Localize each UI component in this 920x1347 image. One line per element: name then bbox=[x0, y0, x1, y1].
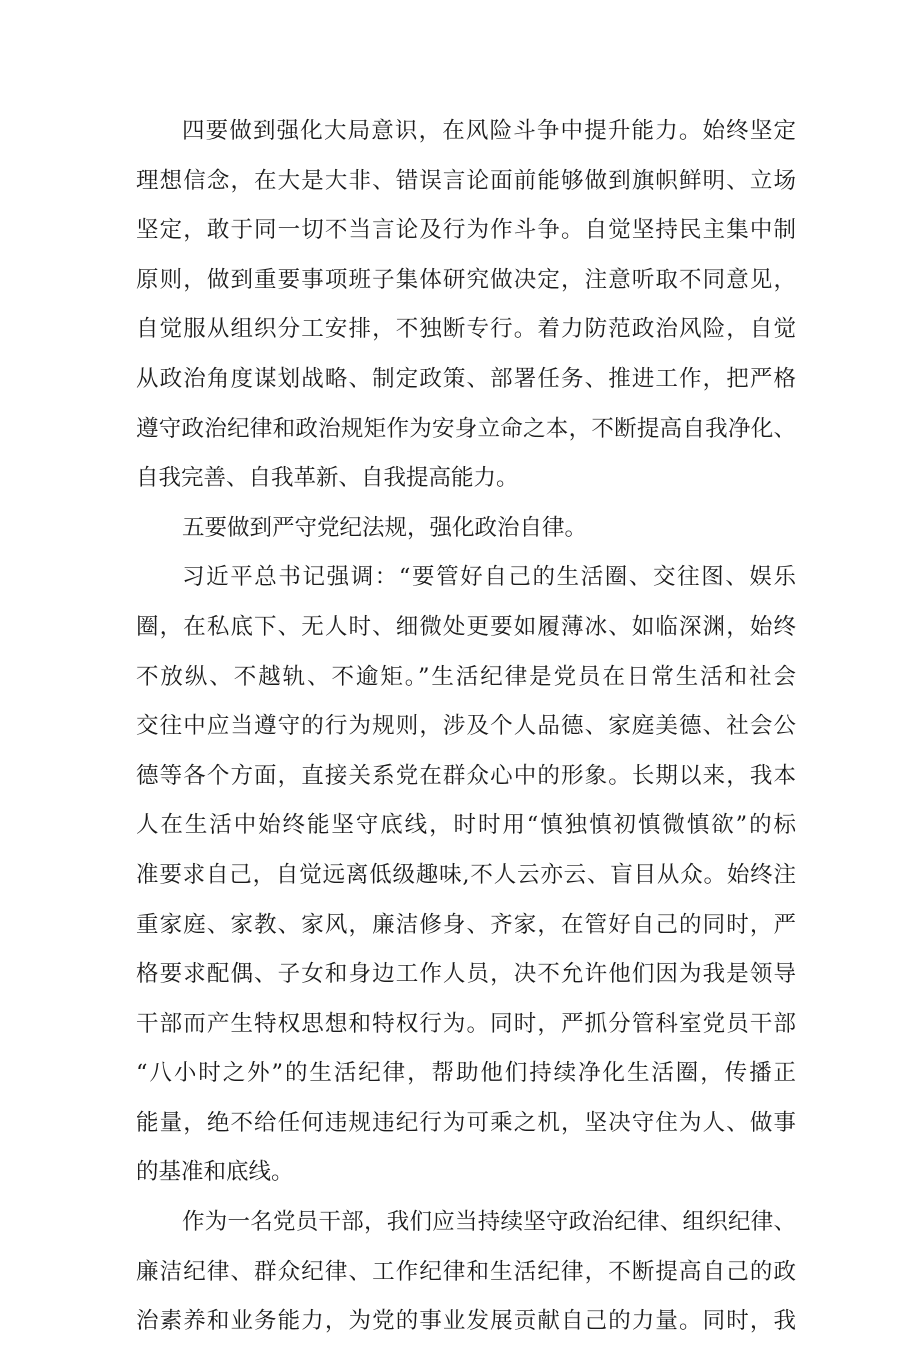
text-line: 能量，绝不给任何违规违纪行为可乘之机，坚决守住为人、做事 bbox=[136, 1109, 796, 1136]
text-line: 交往中应当遵守的行为规则，涉及个人品德、家庭美德、社会公 bbox=[136, 713, 796, 740]
text-line: 习近平总书记强调：“要管好自己的生活圈、交往图、娱乐 bbox=[182, 564, 796, 591]
text-line: 坚定，敢于同一切不当言论及行为作斗争。自觉坚持民主集中制 bbox=[136, 217, 796, 244]
text-line: 的基准和底线。 bbox=[136, 1159, 294, 1186]
text-line: 干部而产生特权思想和特权行为。同时，严抓分管科室党员干部 bbox=[136, 1010, 796, 1037]
text-line: 不放纵、不越轨、不逾矩。”生活纪律是党员在日常生活和社会 bbox=[136, 663, 796, 690]
text-line: 理想信念，在大是大非、错误言论面前能够做到旗帜鲜明、立场 bbox=[136, 167, 796, 194]
text-line: 廉洁纪律、群众纪律、工作纪律和生活纪律，不断提高自己的政 bbox=[136, 1258, 796, 1285]
section-heading: 五要做到严守党纪法规，强化政治自律。 bbox=[182, 514, 588, 541]
text-line: “八小时之外”的生活纪律，帮助他们持续净化生活圈，传播正 bbox=[136, 1060, 796, 1087]
text-line: 重家庭、家教、家风，廉洁修身、齐家，在管好自己的同时，严 bbox=[136, 911, 796, 938]
text-line: 四要做到强化大局意识，在风险斗争中提升能力。始终坚定 bbox=[182, 118, 796, 144]
text-line: 准要求自己，自觉远离低级趣味,不人云亦云、盲目从众。始终注 bbox=[136, 861, 796, 888]
text-line: 人在生活中始终能坚守底线，时时用“慎独慎初慎微慎欲”的标 bbox=[136, 812, 796, 839]
text-line: 圈，在私底下、无人时、细微处更要如履薄冰、如临深渊，始终 bbox=[136, 613, 796, 640]
text-line: 格要求配偶、子女和身边工作人员，决不允许他们因为我是领导 bbox=[136, 961, 796, 988]
text-line: 作为一名党员干部，我们应当持续坚守政治纪律、组织纪律、 bbox=[182, 1209, 796, 1236]
text-line: 治素养和业务能力，为党的事业发展贡献自己的力量。同时，我 bbox=[136, 1308, 796, 1335]
text-line: 原则，做到重要事项班子集体研究做决定，注意听取不同意见， bbox=[136, 266, 796, 293]
text-line: 自我完善、自我革新、自我提高能力。 bbox=[136, 465, 519, 492]
text-line: 遵守政治纪律和政治规矩作为安身立命之本，不断提高自我净化、 bbox=[136, 415, 796, 442]
document-body bbox=[136, 107, 796, 1347]
text-line: 从政治角度谋划战略、制定政策、部署任务、推进工作，把严格 bbox=[136, 365, 796, 392]
text-line: 德等各个方面，直接关系党在群众心中的形象。长期以来，我本 bbox=[136, 762, 796, 789]
text-line: 自觉服从组织分工安排，不独断专行。着力防范政治风险，自觉 bbox=[136, 316, 796, 343]
